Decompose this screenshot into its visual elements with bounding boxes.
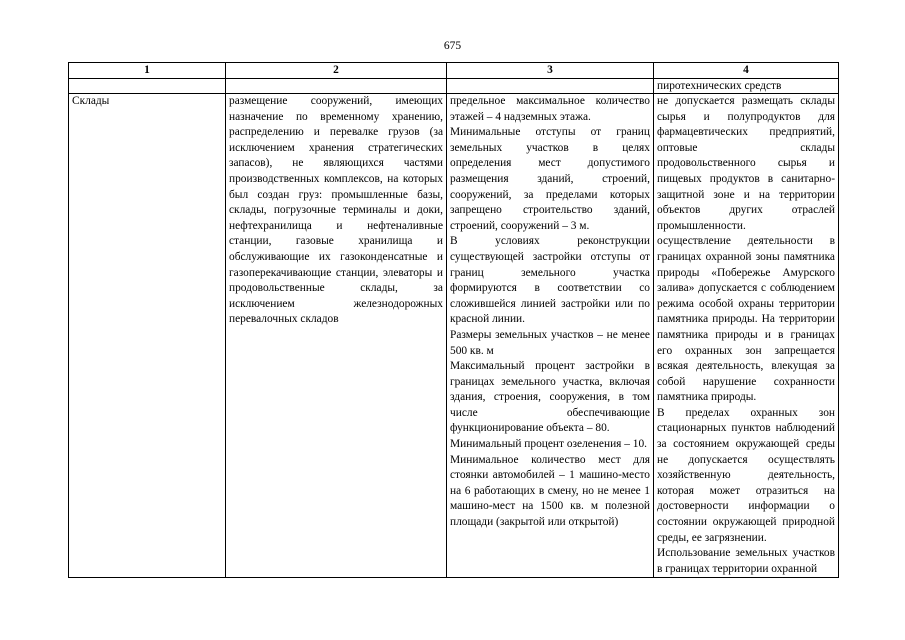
parameter-paragraph: Максимальный процент застройки в границах земельного участка, включая здания, строения, сооружения, в том числе обеспечивающие функционирование объекта – 80. [450,360,650,435]
header-cell-2: 2 [226,63,447,79]
parameters-cell [447,94,654,578]
use-type-cell: Склады [69,94,226,578]
page-number: 675 [443,40,462,52]
continuation-cell-2 [226,79,447,94]
restriction-paragraph: Использование земельных участков в границах территории охранной [657,547,835,575]
restriction-paragraph: осуществление деятельности в границах охранной зоны памятника природы «Побережье Амурского залива» допускается с соблюдением режима особой охраны территории памятника природы. На территории памятника природы и в границах его охранных зон запрещается всякая деятельность, влекущая за собой нарушение сохранности памятника природы. [657,235,835,404]
continuation-cell-3 [447,79,654,94]
zoning-table [68,62,839,578]
restriction-paragraph: В пределах охранных зон стационарных пунктов наблюдений за состоянием окружающей среды не допускается осуществлять хозяйственную деятельность, которая может отразиться на достоверности информации о состоянии окружающей природной среды, ее загрязнении. [657,406,835,544]
parameter-paragraph: Минимальное количество мест для стоянки автомобилей – 1 машино-место на 6 работающих в смену, но не менее 1 машино-мест на 1500 кв. м полезной площади (закрытой или открытой) [450,453,650,529]
use-description-cell: размещение сооружений, имеющих назначение по временному хранению, распределению и перевалке грузов (за исключением хранения стратегических запасов), не являющихся частями производственных комплексов, на которых был создан груз: промышленные базы, склады, погрузочные терминалы и доки, нефтехранилища и нефтеналивные станции, газовые хранилища и обслуживающие их газоконденсатные и газоперекачивающие станции, элеваторы и продовольственные склады, за исключением железнодорожных перевалочных складов [226,94,447,578]
restriction-paragraph: не допускается размещать склады сырья и полупродуктов для фармацевтических предприятий, оптовые склады продовольственного сырья и пищевых продуктов в санитарно-защитной зоне и на территории объектов других отраслей промышленности. [657,95,835,232]
header-cell-3: 3 [447,63,654,79]
parameter-paragraph: Минимальный процент озеленения – 10. [450,438,648,451]
continuation-cell-1 [69,79,226,94]
table-row [69,94,839,578]
parameter-paragraph: В условиях реконструкции существующей застройки отступы от границ земельного участка формируются в соответствии со сложившейся линией застройки или по красной линии. [450,235,650,326]
header-cell-4: 4 [654,63,839,79]
continuation-row [69,79,839,94]
parameter-paragraph: предельное максимальное количество этажей – 4 надземных этажа. [450,95,650,123]
header-cell-1: 1 [69,63,226,79]
continuation-cell-4: пиротехнических средств [654,79,839,94]
header-row [69,63,839,79]
parameter-paragraph: Минимальные отступы от границ земельных участков в целях определения мест допустимого размещения зданий, строений, сооружений, за пределами которых запрещено строительство зданий, строений, сооружений – 3 м. [450,126,650,232]
parameter-paragraph: Размеры земельных участков – не менее 500 кв. м [450,328,650,357]
restrictions-cell [654,94,839,578]
